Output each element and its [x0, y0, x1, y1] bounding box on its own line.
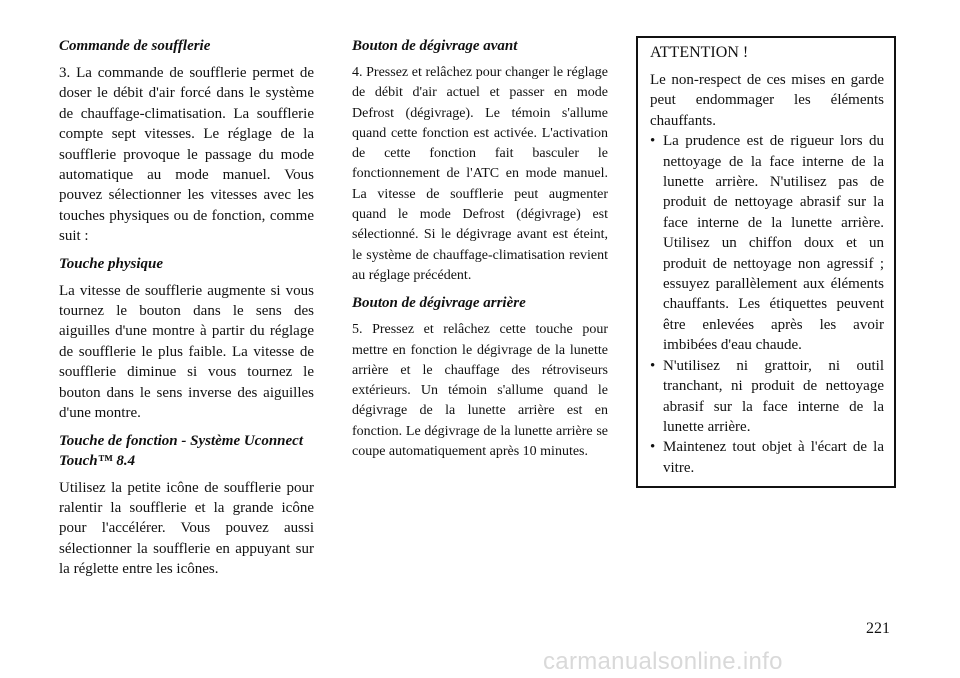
warning-item	[650, 131, 884, 355]
section-heading-physical-button: Touche physique	[59, 255, 164, 272]
section-heading-rear-defrost: Bouton de dégivrage arrière	[352, 295, 526, 312]
middle-column	[352, 36, 608, 469]
physical-button-paragraph: La vitesse de soufflerie augmente si vous tournez le bouton dans le sens des aiguilles d'une montre à partir du réglage de soufflerie le plus faible. La vitesse de soufflerie diminue si vous tournez le bouton dans le sens inverse des aiguilles d'une montre.	[59, 282, 314, 422]
bullet-icon: •	[650, 133, 656, 150]
warning-box	[636, 36, 896, 488]
soft-key-paragraph: Utilisez la petite icône de soufflerie pour ralentir la soufflerie et la grande icône pour l'accélérer. Vous pouvez aussi sélectionner la soufflerie en appuyant sur la réglette entre les icônes.	[59, 479, 314, 578]
rear-defrost-paragraph: 5. Pressez et relâchez cette touche pour mettre en fonction le dégivrage de la lunette arrière et le chauffage des rétroviseurs extérieurs. Un témoin s'allume quand le dégivrage de la lunette arrière est en fonction. Le dégivrage de la lunette arrière se coupe automatiquement après 10 minutes.	[352, 322, 608, 460]
warning-item	[650, 437, 884, 478]
left-column	[59, 36, 314, 587]
warning-item-text: N'utilisez ni grattoir, ni outil tranchant, ni produit de nettoyage abrasif sur la face interne de la lunette arrière.	[663, 357, 884, 435]
blower-control-paragraph: 3. La commande de soufflerie permet de doser le débit d'air forcé dans le système de chauffage-climatisation. La soufflerie compte sept vitesses. Le réglage de la soufflerie provoque le passage du mode automatique au mode manuel. Vous pouvez sélectionner les vitesses avec les touches physiques ou de fonction, comme suit :	[59, 65, 314, 245]
front-defrost-paragraph: 4. Pressez et relâchez pour changer le réglage de débit d'air actuel et passer en mode Defrost (dégivrage). Le témoin s'allume quand cette fonction est activée. L'activation de cette fonction fait basculer le fonctionnement de l'ATC en mode manuel. La vitesse de soufflerie peut augmenter quand le mode Defrost (dégivrage) est sélectionné. Si le dégivrage avant est éteint, le système de chauffage-climatisation revient au réglage précédent.	[352, 65, 608, 283]
page-number: 221	[866, 620, 890, 637]
warning-title: ATTENTION !	[650, 44, 749, 61]
warning-item-text: Maintenez tout objet à l'écart de la vitre.	[663, 439, 884, 476]
watermark: carmanualsonline.info	[543, 648, 783, 675]
bullet-icon: •	[650, 439, 656, 456]
section-heading-blower-control: Commande de soufflerie	[59, 38, 211, 54]
warning-intro: Le non-respect de ces mises en garde peut endommager les éléments chauffants.	[650, 72, 884, 129]
warning-item-text: La prudence est de rigueur lors du nettoyage de la face interne de la lunette arrière. N'utilisez pas de produit de nettoyage abrasif sur la face interne de la lunette arrière. Utilisez un chiffon doux et un produit de nettoyage non agressif ; essuyez parallèlement aux éléments chauffants. Les étiquettes peuvent être enlevées après les avoir imbibées d'eau chaude.	[663, 133, 884, 354]
section-heading-front-defrost: Bouton de dégivrage avant	[352, 38, 518, 54]
bullet-icon: •	[650, 357, 656, 374]
right-column	[636, 36, 896, 488]
section-heading-soft-key: Touche de fonction - Système Uconnect Touch™ 8.4	[59, 432, 304, 469]
warning-list	[650, 131, 884, 478]
warning-item	[650, 356, 884, 438]
